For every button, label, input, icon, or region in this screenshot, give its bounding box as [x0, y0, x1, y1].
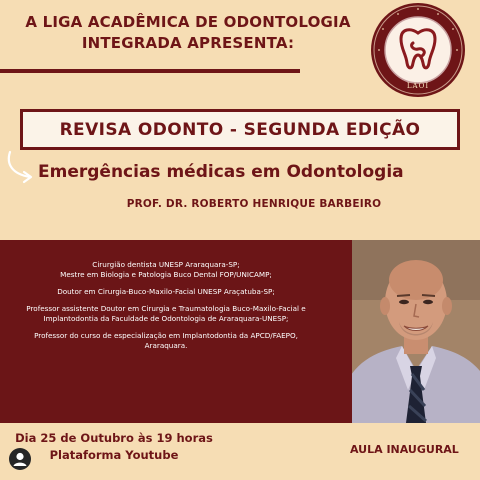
bio-line: Araraquara. [144, 341, 188, 350]
professor-photo [352, 240, 480, 423]
header-line-2: INTEGRADA APRESENTA: [81, 34, 295, 52]
logo-label: LAOI [406, 82, 430, 90]
event-title: REVISA ODONTO - SEGUNDA EDIÇÃO [59, 119, 421, 140]
bio-line: Implantodontia da Faculdade de Odontologia de Araraquara-UNESP; [43, 314, 289, 323]
bio-paragraph [0, 331, 332, 351]
professor-name: PROF. DR. ROBERTO HENRIQUE BARBEIRO [126, 198, 382, 210]
bio-paragraph [0, 260, 332, 280]
event-subtitle: Emergências médicas em Odontologia [38, 162, 404, 182]
aula-inaugural-label: AULA INAUGURAL [350, 443, 459, 456]
instagram-avatar-icon[interactable] [9, 448, 31, 470]
header-title [2, 12, 374, 54]
event-platform: Plataforma Youtube [49, 448, 179, 462]
bio-paragraph [0, 304, 332, 324]
bio-line: Professor do curso de especialização em Implantodontia da APCD/FAEPO, [34, 331, 298, 340]
header-line-1: A LIGA ACADÊMICA DE ODONTOLOGIA [25, 13, 351, 31]
bio-line: Professor assistente Doutor em Cirurgia e Traumatologia Buco-Maxilo-Facial e [26, 304, 306, 313]
professor-portrait [352, 240, 480, 423]
bio-paragraph [0, 287, 332, 297]
event-title-box [20, 109, 460, 150]
bio-text [0, 260, 332, 358]
event-date: Dia 25 de Outubro às 19 horas [15, 431, 213, 445]
bio-line: Cirurgião dentista UNESP Araraquara-SP; [92, 260, 240, 269]
user-silhouette-icon [9, 448, 31, 470]
laoi-logo [371, 3, 465, 97]
bio-band [0, 240, 480, 423]
header-divider [0, 69, 300, 73]
event-datetime [0, 430, 228, 464]
bio-line: Mestre em Biologia e Patologia Buco Dental FOP/UNICAMP; [60, 270, 272, 279]
bio-line: Doutor em Cirurgia-Buco-Maxilo-Facial UNESP Araçatuba-SP; [57, 287, 275, 296]
curved-arrow-icon [4, 150, 38, 186]
